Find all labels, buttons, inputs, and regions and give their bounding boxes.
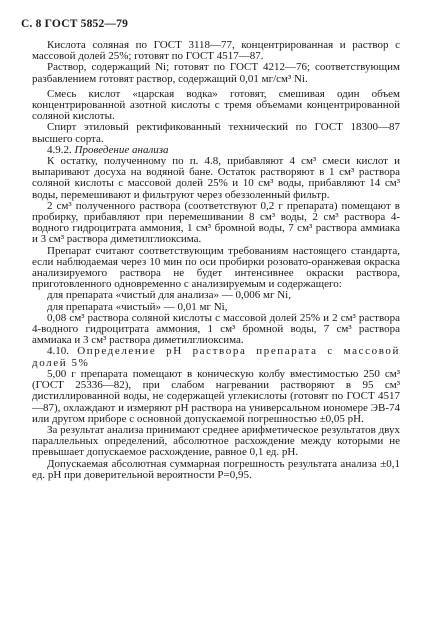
paragraph-ethanol: Спирт этиловый ректификованный технический по ГОСТ 18300—87 высшего сорта. [32, 121, 400, 145]
page-header: С. 8 ГОСТ 5852—79 [21, 18, 129, 30]
paragraph-reference-solution: 0,08 см³ раствора соляной кислоты с массовой долей 25% и 2 см³ раствора 4-водного гидроцитрата аммония, 1 см³ бромной воды, 7 см³ раствора аммиака и 3 см³ раствора диметилглиоксима. [32, 311, 400, 347]
paragraph-compliance: Препарат считают соответствующим требованиям настоящего стандарта, если наблюдаемая через 10 мин по оси пробирки розовато-оранжевая окраска анализируемого раствора не будет интенсивнее окраски раствора, приготовленного одновременно с анализируемым и содержащего: [32, 244, 400, 291]
document-body [32, 40, 400, 481]
paragraph-result: За результат анализа принимают среднее арифметическое результатов двух параллельных определений, абсолютное расхождение между которыми не превышает допускаемое расхождение, равное 0,1 ед. рН. [32, 423, 400, 459]
paragraph-ph-procedure: 5,00 г препарата помещают в коническую колбу вместимостью 250 см³ (ГОСТ 25336—82), при слабом нагревании растворяют в 95 см³ дистиллированной воды, не содержащей углекислоты (готовят по ГОСТ 4517—87), охлаждают и измеряют рН раствора на универсальном иономере ЭВ-74 или другом приборе с основной допускаемой погрешностью ±0,05 рН. [32, 367, 400, 425]
list-item-pure-grade: для препарата «чистый» — 0,01 мг Ni, [47, 300, 228, 313]
paragraph-test-tube: 2 см³ полученного раствора (соответствуют 0,2 г препарата) помещают в пробирку, прибавляют при перемешивании 8 см³ воды, 2 см³ раствора 4-водного гидроцитрата аммония, 1 см³ бромной воды, 7 см³ раствора аммиака и 3 см³ раствора диметилглиоксима. [32, 199, 400, 246]
section-410-heading [32, 346, 400, 368]
section-410-number: 4.10. [47, 345, 69, 358]
section-410-title: Определение рН раствора препарата с массовой долей 5% [32, 345, 400, 369]
paragraph-aqua-regia: Смесь кислот «царская водка» готовят, смешивая один объем концентрированной азотной кислоты с тремя объемами концентрированной соляной кислоты. [32, 87, 400, 123]
section-492-number: 4.9.2. [47, 143, 72, 156]
paragraph-error: Допускаемая абсолютная суммарная погрешность результата анализа ±0,1 ед. рН при доверительной вероятности P=0,95. [32, 457, 400, 481]
paragraph-residue: К остатку, полученному по п. 4.8, прибавляют 4 см³ смеси кислот и выпаривают досуха на водяной бане. Остаток растворяют в 1 см³ раствора соляной кислоты с массовой долей 25% и 10 см³ воды, прибавляют 14 см³ воды, перемешивают и фильтруют через обеззоленный фильтр. [32, 155, 400, 201]
list-item-analytical-grade: для препарата «чистый для анализа» — 0,006 мг Ni, [47, 289, 291, 302]
paragraph-nickel-solution: Раствор, содержащий Ni; готовят по ГОСТ 4212—76; соответствующим разбавлением готовят раствор, содержащий 0,01 мг/см³ Ni. [32, 61, 400, 85]
paragraph-hydrochloric-acid: Кислота соляная по ГОСТ 3118—77, концентрированная и раствор с массовой долей 25%; готовят по ГОСТ 4517—87. [32, 39, 400, 63]
section-492-title: Проведение анализа [74, 143, 169, 156]
